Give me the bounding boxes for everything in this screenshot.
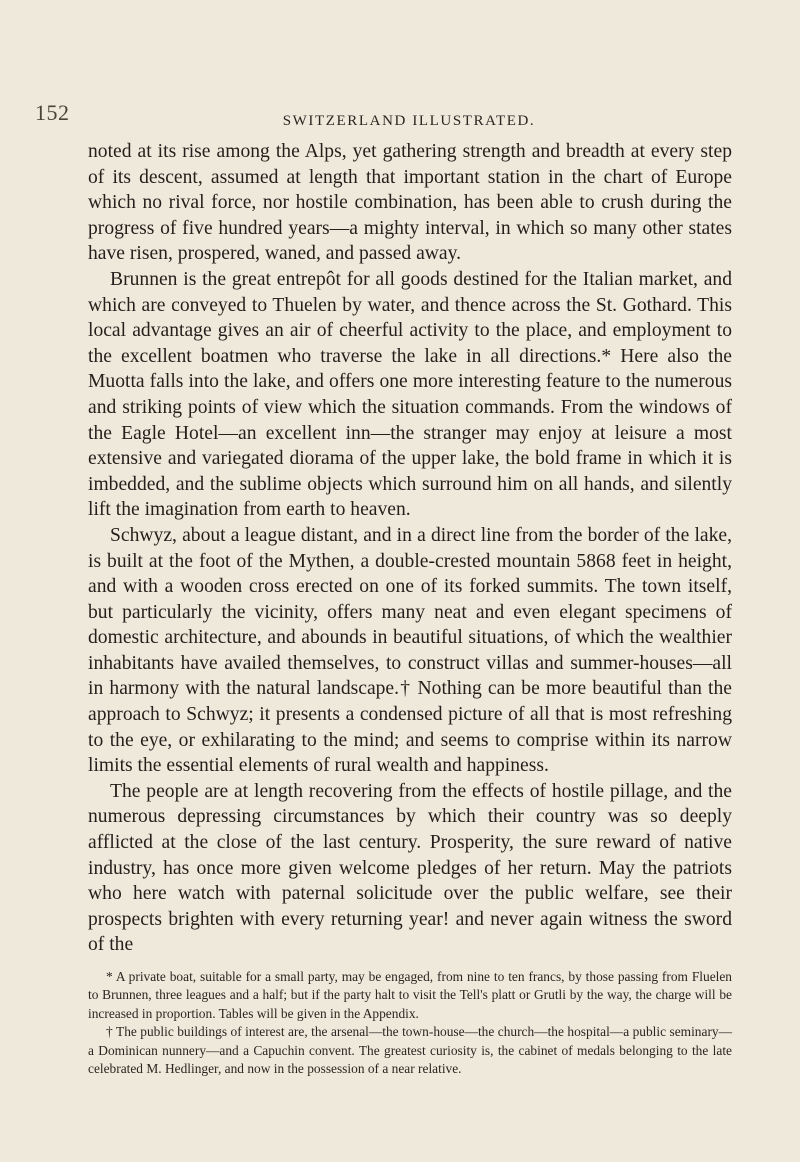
body-text [88,139,732,958]
paragraph-schwyz: Schwyz, about a league distant, and in a direct line from the border of the lake, is built at the foot of the Mythen, a double-crested mountain 5868 feet in height, and with a wooden cross erected on one of its forked summits. The town itself, but particularly the vicinity, offers many neat and even elegant specimens of domestic architecture, and abounds in beautiful situations, of which the wealthier inhabitants have availed themselves, to construct villas and summer-houses—all in harmony with the natural landscape.† Nothing can be more beautiful than the approach to Schwyz; it presents a condensed picture of all that is most refreshing to the eye, or exhilarating to the mind; and seems to comprise within its narrow limits the essential elements of rural wealth and happiness. [88,524,732,777]
footnote-boat: * A private boat, suitable for a small party, may be engaged, from nine to ten francs, by those passing from Fluelen to Brunnen, three leagues and a half; but if the party halt to visit the Tell's platt or Grutli by the way, the charge will be increased in proportion. Tables will be given in the Appendix. [88,969,732,1021]
paragraph-brunnen: Brunnen is the great entrepôt for all goods destined for the Italian market, and which are conveyed to Thuelen by water, and thence across the St. Gothard. This local advantage gives an air of cheerful activity to the place, and employment to the excellent boatmen who traverse the lake in all directions.* Here also the Muotta falls into the lake, and offers one more interesting feature to the numerous and striking points of view which the situation commands. From the windows of the Eagle Hotel—an excellent inn—the stranger may enjoy at leisure a most extensive and variegated diorama of the upper lake, the bold frame in which it is imbedded, and the sublime objects which surround him on all hands, and silently lift the imagination from earth to heaven. [88,268,732,521]
running-title: SWITZERLAND ILLUSTRATED. [282,113,536,129]
footnotes [88,968,732,1078]
page-number: 152 [35,100,70,125]
paragraph-continued: noted at its rise among the Alps, yet gathering strength and breadth at every step of its descent, assumed at length that important station in the chart of Europe which no rival force, nor hostile combination, has been able to crush during the progress of five hundred years—a mighty interval, in which so many other states have risen, prospered, waned, and passed away. [88,141,732,265]
paragraph-people: The people are at length recovering from the effects of hostile pillage, and the numerous depressing circumstances by which their country was so deeply afflicted at the close of the last century. Prosperity, the sure reward of native industry, has once more given welcome pledges of her return. May the patriots who here watch with paternal solicitude over the public welfare, see their prospects brighten with every returning year! and never again witness the sword of the [88,780,732,956]
footnote-buildings: † The public buildings of interest are, the arsenal—the town-house—the church—the hospital—a public seminary—a Dominican nunnery—and a Capuchin convent. The greatest curiosity is, the cabinet of medals belonging to the late celebrated M. Hedlinger, and now in the possession of a near relative. [88,1024,732,1077]
